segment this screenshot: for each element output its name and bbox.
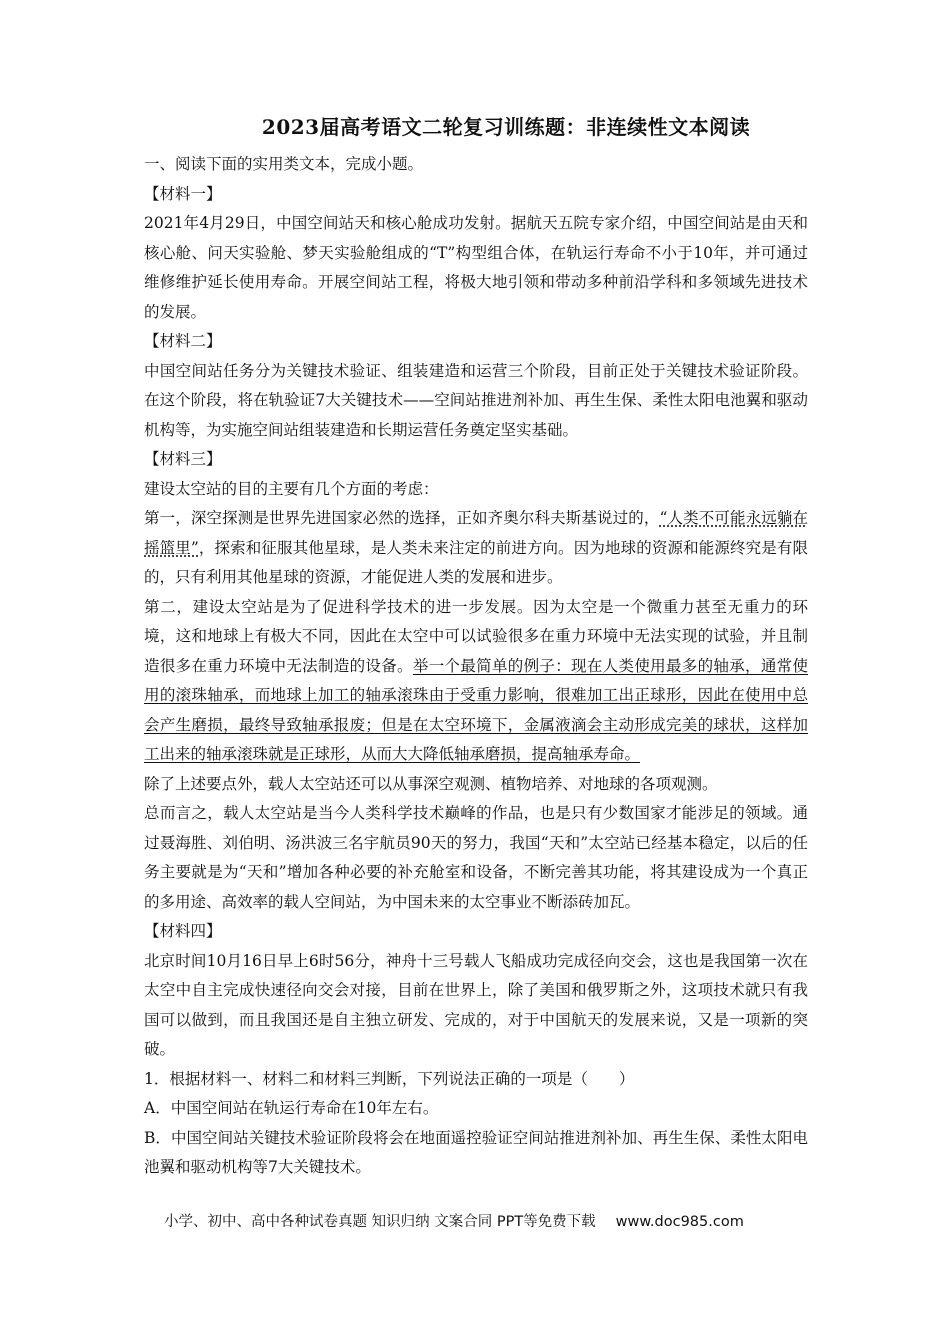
para-2-start: 第一，深空探测是世界先进国家必然的选择，正如齐奥尔科夫斯基说过的， [144, 509, 660, 527]
material-3-para-1: 建设太空站的目的主要有几个方面的考虑： [144, 479, 439, 498]
material-3-para-4: 除了上述要点外，载人太空站还可以从事深空观测、植物培养、对地球的各项观测。 [144, 774, 718, 793]
material-2-text: 中国空间站任务分为关键技术验证、组装建造和运营三个阶段，目前正处于关键技术验证阶段。在这个阶段，将在轨验证7大关键技术——空间站推进剂补加、再生生保、柔性太阳电池翼和驱动机构等，为实施空间站组装建造和长期运营任务奠定坚实基础。 [144, 361, 808, 439]
document-title: 2023届高考语文二轮复习训练题：非连续性文本阅读 [261, 115, 751, 139]
question-1-option-a: A．中国空间站在轨运行寿命在10年左右。 [144, 1099, 439, 1117]
material-4-label: 【材料四】 [144, 922, 222, 940]
section-intro: 一、阅读下面的实用类文本，完成小题。 [144, 155, 424, 173]
footer-url[interactable]: www.doc985.com [615, 1214, 744, 1230]
material-3-para-3 [144, 593, 808, 770]
material-1-text: 2021年4月29日，中国空间站天和核心舱成功发射。据航天五院专家介绍，中国空间站是由天和核心舱、问天实验舱、梦天实验舱组成的“T”构型组合体，在轨运行寿命不小于10年，并可通过维修维护延长使用寿命。开展空间站工程，将极大地引领和带动多种前沿学科和多领域先进技术的发展。 [144, 214, 808, 321]
document-page [144, 112, 808, 1183]
material-3-para-5: 总而言之，载人太空站是当今人类科学技术巅峰的作品，也是只有少数国家才能涉足的领域。通过聂海胜、刘伯明、汤洪波三名宇航员90天的努力，我国“天和”太空站已经基本稳定，以后的任务主要就是为“天和”增加各种必要的补充舱室和设备，不断完善其功能，将其建设成为一个真正的多用途、高效率的载人空间站，为中国未来的太空事业不断添砖加瓦。 [144, 804, 808, 911]
para-3-start: 第二，建设太空站是为了促进科学技术的进一步发展。因为太空是一个微重力甚至无重力的环境，这和地球上有极大不同，因此在太空中可以试验很多在重力环境中无法实现的试验，并且制造很多在重力环境中无法制造的设备。 [144, 597, 808, 675]
material-3-para-2 [144, 504, 808, 593]
quote-text: “人类不可能永远躺在摇篮里” [144, 509, 808, 557]
material-3-label: 【材料三】 [144, 450, 222, 468]
underlined-example: 举一个最简单的例子：现在人类使用最多的轴承，通常使用的滚珠轴承，而地球上加工的轴承滚珠由于受重力影响，很难加工出正球形，因此在使用中总会产生磨损，最终导致轴承报废；但是在太空环境下，金属液滴会主动形成完美的球状，这样加工出来的轴承滚珠就是正球形，从而大大降低轴承磨损，提高轴承寿命。 [144, 656, 808, 763]
footer-text: 小学、初中、高中各种试卷真题 知识归纳 文案合同 PPT等免费下载 [164, 1214, 596, 1230]
material-2-label: 【材料二】 [144, 332, 222, 350]
material-4-text: 北京时间10月16日早上6时56分，神舟十三号载人飞船成功完成径向交会，这也是我国第一次在太空中自主完成快速径向交会对接，目前在世界上，除了美国和俄罗斯之外，这项技术就只有我国可以做到，而且我国还是自主独立研发、完成的，对于中国航天的发展来说，又是一项新的突破。 [144, 951, 808, 1058]
question-1-option-b: B．中国空间站关键技术验证阶段将会在地面遥控验证空间站推进剂补加、再生生保、柔性太阳电池翼和驱动机构等7大关键技术。 [144, 1128, 808, 1176]
question-1-stem: 1．根据材料一、材料二和材料三判断，下列说法正确的一项是（ ） [144, 1069, 635, 1088]
para-2-end: ，探索和征服其他星球，是人类未来注定的前进方向。因为地球的资源和能源终究是有限的，只有利用其他星球的资源，才能促进人类的发展和进步。 [144, 538, 808, 586]
page-footer [164, 1208, 744, 1236]
material-1-label: 【材料一】 [144, 184, 222, 203]
